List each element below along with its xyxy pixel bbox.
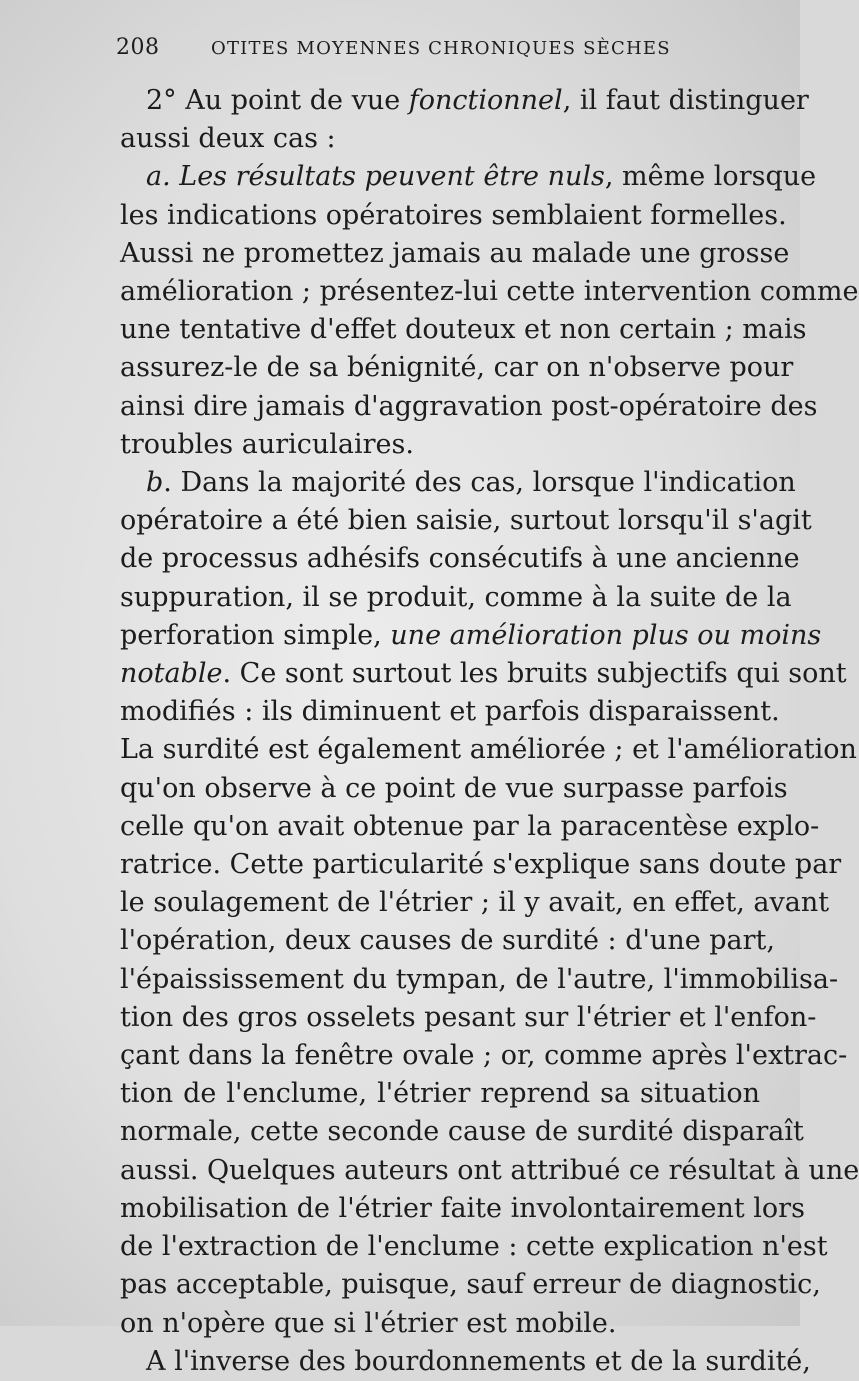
text-line xyxy=(120,349,794,387)
text-line xyxy=(120,1037,848,1075)
text-line xyxy=(120,770,788,808)
text-run: , même lorsque xyxy=(604,161,817,193)
text-run: . Ce sont surtout les bruits subjectifs qui sont xyxy=(222,658,847,690)
text-run: modifiés : ils diminuent et parfois disparaissent. xyxy=(120,696,780,728)
text-line xyxy=(120,1266,821,1304)
text-line xyxy=(120,273,859,311)
text-line xyxy=(120,808,820,846)
text-run: perforation simple, xyxy=(120,619,391,651)
text-line xyxy=(120,1190,805,1228)
text-run: les indications opératoires semblaient formelles. xyxy=(120,199,787,231)
text-run: assurez-le de sa bénignité, car on n'observe pour xyxy=(120,352,794,384)
text-run: pas acceptable, puisque, sauf erreur de diagnostic, xyxy=(120,1269,821,1301)
text-line xyxy=(120,579,792,617)
text-line xyxy=(120,197,787,235)
text-line xyxy=(120,540,800,578)
text-line xyxy=(120,1152,859,1190)
text-run: troubles auriculaires. xyxy=(120,428,414,460)
text-run: Aussi ne promettez jamais au malade une grosse xyxy=(120,237,790,269)
text-run: normale, cette seconde cause de surdité disparaît xyxy=(120,1116,804,1148)
text-line xyxy=(120,311,807,349)
text-line xyxy=(120,961,839,999)
text-run: 2° Au point de vue xyxy=(146,85,409,116)
italic-run: fonctionnel xyxy=(408,85,563,116)
body-text xyxy=(120,82,859,1381)
text-line xyxy=(120,655,847,693)
text-run: qu'on observe à ce point de vue surpasse parfois xyxy=(120,772,788,804)
text-line xyxy=(120,235,790,273)
italic-run: une amélioration plus ou moins xyxy=(390,619,822,651)
page-number: 208 xyxy=(116,35,160,60)
text-run: . Dans la majorité des cas, lorsque l'indication xyxy=(163,467,796,499)
text-run: çant dans la fenêtre ovale ; or, comme après l'extrac- xyxy=(120,1040,848,1072)
italic-run: a. Les résultats peuvent être nuls xyxy=(146,161,605,193)
text-line xyxy=(120,922,775,960)
text-line xyxy=(120,1305,760,1343)
text-run: La surdité est également améliorée ; et l'amélioration xyxy=(120,734,857,766)
text-line xyxy=(120,120,760,158)
text-line xyxy=(120,426,760,464)
text-line xyxy=(120,82,809,120)
text-run: opératoire a été bien saisie, surtout lorsqu'il s'agit xyxy=(120,505,812,537)
text-line xyxy=(120,617,822,655)
text-line xyxy=(120,1113,804,1151)
text-run: aussi. Quelques auteurs ont attribué ce résultat à une xyxy=(120,1154,859,1186)
text-run: de processus adhésifs consécutifs à une ancienne xyxy=(120,543,800,575)
text-line xyxy=(120,999,817,1037)
italic-run: notable xyxy=(120,658,223,690)
text-run: aussi deux cas : xyxy=(120,123,336,155)
text-run: ainsi dire jamais d'aggravation post-opératoire des xyxy=(120,390,818,422)
text-line xyxy=(120,693,780,731)
page-header xyxy=(116,28,756,69)
text-line xyxy=(120,731,857,769)
text-line xyxy=(120,158,817,196)
text-run: tion des gros osselets pesant sur l'étrier et l'enfon- xyxy=(120,1001,817,1033)
text-run: l'épaississement du tympan, de l'autre, l'immobilisa- xyxy=(120,963,839,995)
text-line xyxy=(120,1343,811,1381)
text-line xyxy=(120,1228,828,1266)
text-run: de l'extraction de l'enclume : cette explication n'est xyxy=(120,1231,828,1263)
text-run: on n'opère que si l'étrier est mobile. xyxy=(120,1307,617,1339)
text-run: tion de l'enclume, l'étrier reprend sa situation xyxy=(120,1078,760,1110)
text-line xyxy=(120,1075,760,1113)
italic-run: b xyxy=(146,467,164,499)
text-run: mobilisation de l'étrier faite involontairement lors xyxy=(120,1192,805,1224)
text-run: l'opération, deux causes de surdité : d'une part, xyxy=(120,925,775,957)
text-run: amélioration ; présentez-lui cette intervention comme xyxy=(120,276,859,308)
text-run: celle qu'on avait obtenue par la paracentèse explo- xyxy=(120,810,820,842)
text-run: , il faut distinguer xyxy=(562,85,809,116)
text-line xyxy=(120,884,830,922)
text-line xyxy=(120,846,842,884)
text-line xyxy=(120,464,796,502)
text-run: une tentative d'effet douteux et non certain ; mais xyxy=(120,314,807,346)
text-run: ratrice. Cette particularité s'explique sans doute par xyxy=(120,849,842,881)
text-run: A l'inverse des bourdonnements et de la surdité, xyxy=(146,1345,811,1377)
running-title: OTITES MOYENNES CHRONIQUES SÈCHES xyxy=(211,38,671,59)
text-run: le soulagement de l'étrier ; il y avait, en effet, avant xyxy=(120,887,830,919)
text-line xyxy=(120,502,812,540)
text-line xyxy=(120,388,818,426)
text-run: suppuration, il se produit, comme à la suite de la xyxy=(120,581,792,613)
